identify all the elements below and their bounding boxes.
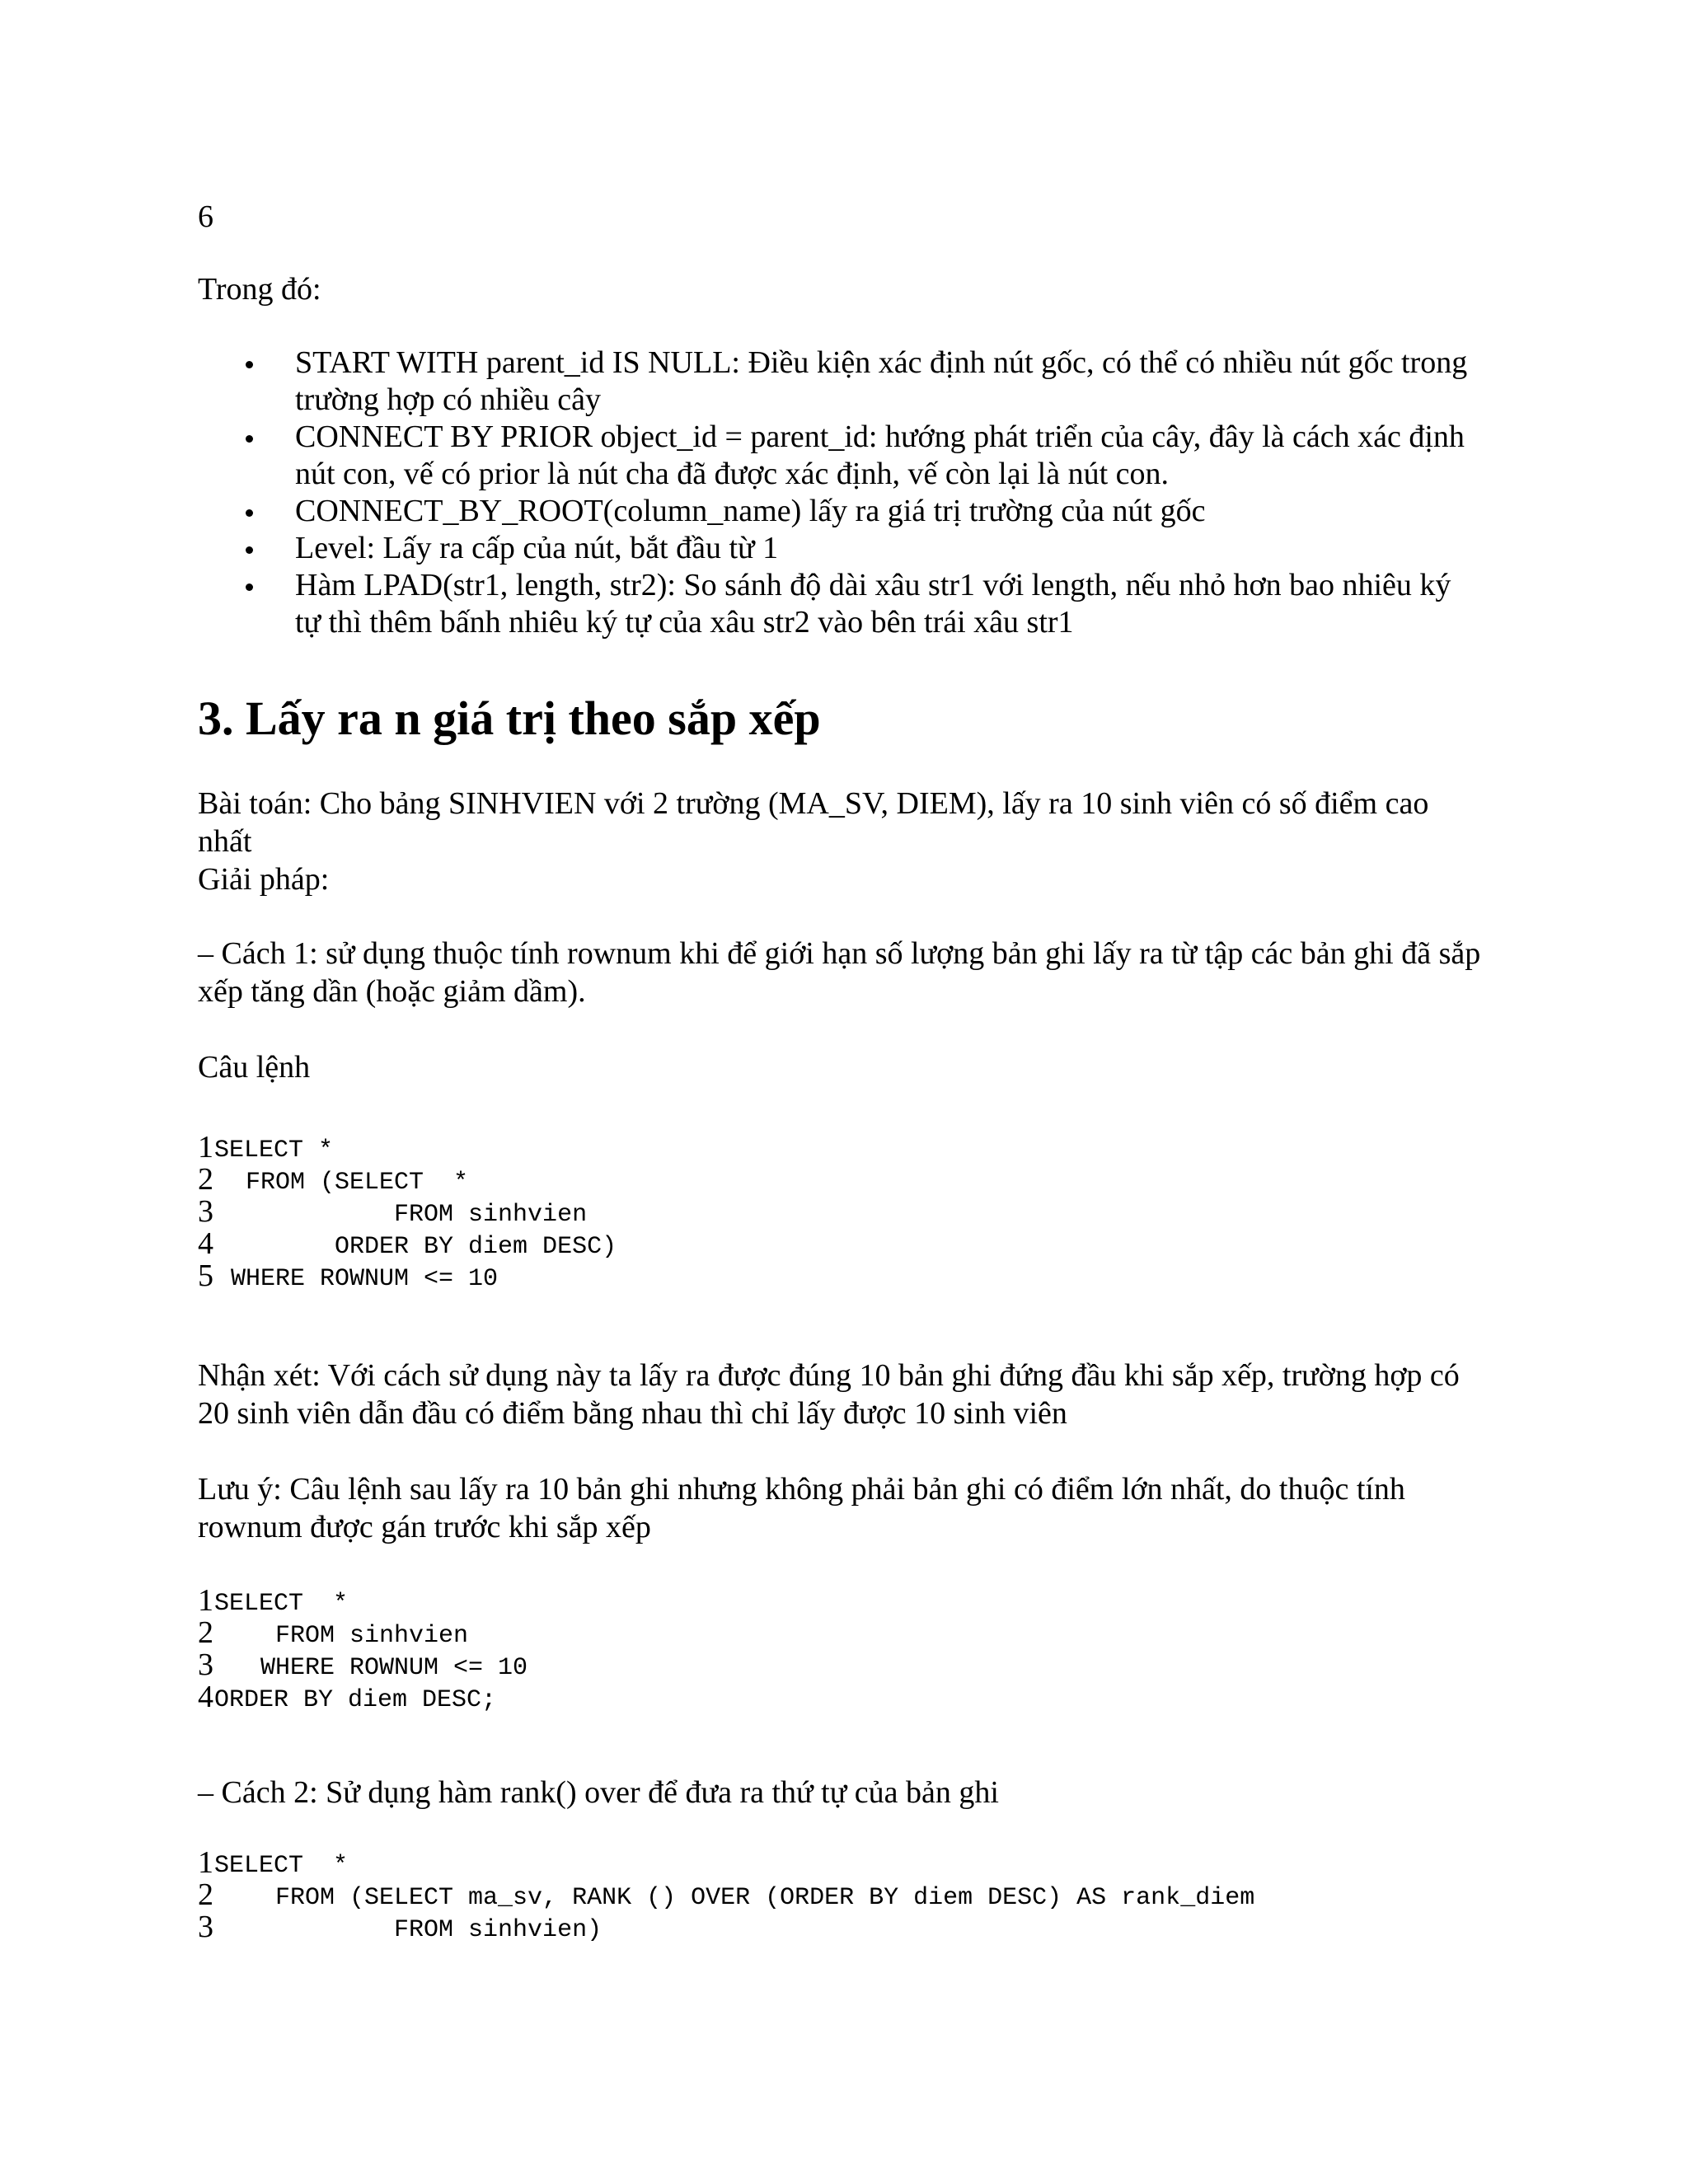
line-number: 5 <box>198 1258 213 1293</box>
code-line <box>198 1131 1517 1163</box>
code-text: FROM sinhvien) <box>231 1916 603 1944</box>
line-number: 4 <box>198 1226 213 1261</box>
code-line <box>198 1910 1517 1943</box>
code-line <box>198 1878 1517 1910</box>
code-text: ORDER BY diem DESC; <box>214 1686 497 1714</box>
method-2-text: – Cách 2: Sử dụng hàm rank() over để đưa ra thứ tự của bản ghi <box>198 1775 999 1810</box>
bullet-icon <box>246 435 253 443</box>
code-text: FROM (SELECT * <box>231 1169 469 1197</box>
bullet-item <box>198 567 1484 641</box>
bullet-icon <box>246 583 253 591</box>
intro-text: Trong đó: <box>198 272 321 307</box>
line-number: 1 <box>198 1130 213 1165</box>
code-line <box>198 1846 1517 1878</box>
bullet-text: CONNECT BY PRIOR object_id = parent_id: hướng phát triển của cây, đây là cách xác định nút con, vế có prior là nút cha đã được xác định, vế còn lại là nút con. <box>295 419 1465 491</box>
line-number: 4 <box>198 1680 213 1714</box>
bullet-text: Level: Lấy ra cấp của nút, bắt đầu từ 1 <box>295 531 779 565</box>
bullet-item <box>198 530 1484 567</box>
line-number: 3 <box>198 1647 213 1682</box>
note-text: Lưu ý: Câu lệnh sau lấy ra 10 bản ghi nhưng không phải bản ghi có điểm lớn nhất, do thuộc tính rownum được gán trước khi sắp xếp <box>198 1472 1405 1544</box>
code-block-wrong-order <box>198 1584 1517 1713</box>
code-line <box>198 1584 1517 1616</box>
bullet-item <box>198 344 1484 419</box>
bullet-text: CONNECT_BY_ROOT(column_name) lấy ra giá trị trường của nút gốc <box>295 494 1206 528</box>
line-number: 1 <box>198 1583 213 1618</box>
problem-statement: Bài toán: Cho bảng SINHVIEN với 2 trường (MA_SV, DIEM), lấy ra 10 sinh viên có số điểm cao nhất <box>198 786 1429 859</box>
code-block-rank <box>198 1846 1517 1943</box>
line-number: 2 <box>198 1162 213 1197</box>
code-text: SELECT * <box>214 1852 349 1880</box>
bullet-item <box>198 493 1484 530</box>
bullet-list <box>198 344 1484 641</box>
code-line <box>198 1227 1517 1259</box>
code-line <box>198 1195 1517 1227</box>
section-heading: 3. Lấy ra n giá trị theo sắp xếp <box>198 691 821 745</box>
code-text: SELECT * <box>214 1590 349 1618</box>
line-number: 2 <box>198 1615 213 1650</box>
bullet-text: START WITH parent_id IS NULL: Điều kiện xác định nút gốc, có thể có nhiều nút gốc trong trường hợp có nhiều cây <box>295 345 1468 417</box>
code-text: SELECT * <box>214 1137 334 1165</box>
code-text: FROM sinhvien <box>231 1622 469 1650</box>
code-line <box>198 1680 1517 1713</box>
bullet-icon <box>246 509 253 517</box>
code-line <box>198 1616 1517 1648</box>
method-1-text: – Cách 1: sử dụng thuộc tính rownum khi để giới hạn số lượng bản ghi lấy ra từ tập các bản ghi đã sắp xếp tăng dần (hoặc giảm dầm). <box>198 936 1481 1009</box>
bullet-icon <box>246 361 253 368</box>
line-number: 2 <box>198 1877 213 1912</box>
line-number: 1 <box>198 1845 213 1880</box>
code-block-rownum <box>198 1131 1517 1291</box>
page-number: 6 <box>198 199 213 234</box>
code-text: WHERE ROWNUM <= 10 <box>231 1654 528 1682</box>
bullet-item <box>198 419 1484 493</box>
code-text: WHERE ROWNUM <= 10 <box>231 1265 499 1293</box>
statement-label: Câu lệnh <box>198 1050 311 1085</box>
code-text: FROM sinhvien <box>231 1201 588 1229</box>
remark-text: Nhận xét: Với cách sử dụng này ta lấy ra được đúng 10 bản ghi đứng đầu khi sắp xếp, trường hợp có 20 sinh viên dẫn đầu có điểm bằng nhau thì chỉ lấy được 10 sinh viên <box>198 1358 1460 1431</box>
line-number: 3 <box>198 1194 213 1229</box>
code-text: FROM (SELECT ma_sv, RANK () OVER (ORDER BY diem DESC) AS rank_diem <box>231 1884 1255 1912</box>
solution-label: Giải pháp: <box>198 862 330 897</box>
code-text: ORDER BY diem DESC) <box>231 1233 617 1261</box>
bullet-text: Hàm LPAD(str1, length, str2): So sánh độ dài xâu str1 với length, nếu nhỏ hơn bao nhiêu ký tự thì thêm bấnh nhiêu ký tự của xâu str2 vào bên trái xâu str1 <box>295 568 1451 640</box>
code-line <box>198 1163 1517 1195</box>
line-number: 3 <box>198 1910 213 1944</box>
code-line <box>198 1259 1517 1291</box>
bullet-icon <box>246 546 253 554</box>
code-line <box>198 1648 1517 1680</box>
